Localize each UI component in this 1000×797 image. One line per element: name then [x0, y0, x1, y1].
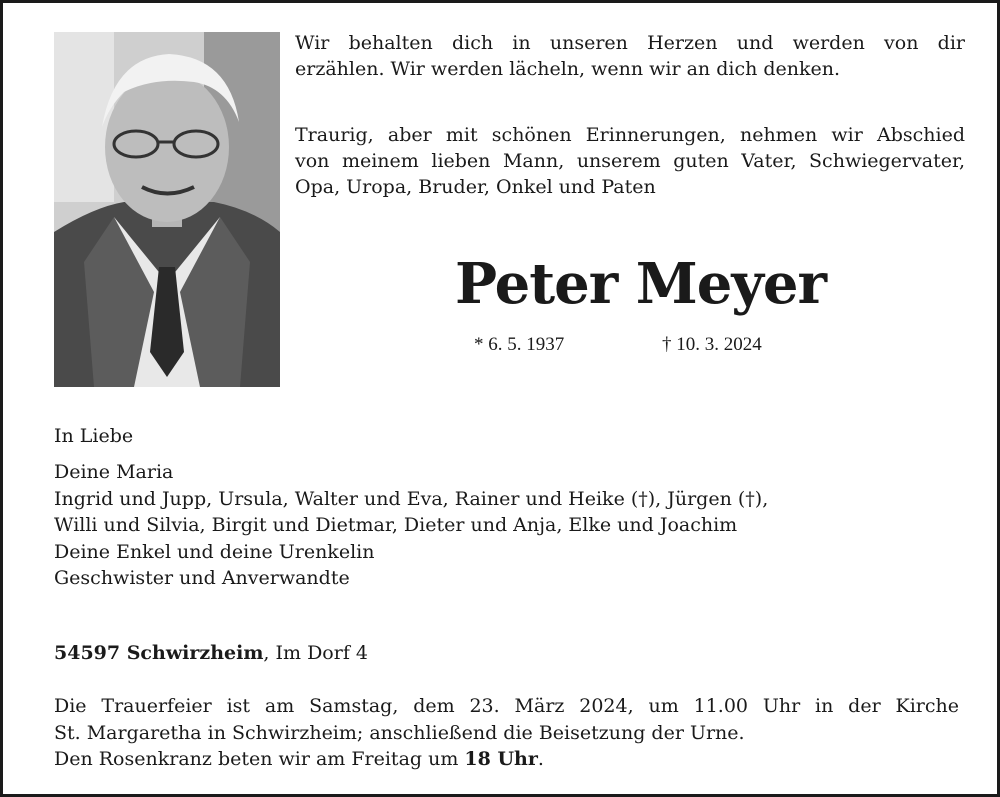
address-postal-town: 54597 Schwirzheim [54, 642, 264, 664]
deceased-name-heading [295, 248, 1000, 320]
mourners-list [54, 459, 954, 592]
funeral-service-info [54, 693, 959, 773]
service-line: Die Trauerfeier ist am Samstag, dem 23. März 2024, um 11.00 Uhr in der Kirche [54, 695, 959, 717]
mourner-line: Deine Enkel und deine Urenkelin [54, 540, 375, 563]
mourner-line: Geschwister und Anverwandte [54, 567, 350, 589]
rosary-time: 18 Uhr [464, 748, 538, 770]
intro-line: Traurig, aber mit schönen Erinnerungen, nehmen wir Abschied [295, 124, 965, 146]
intro-line: Opa, Uropa, Bruder, Onkel und Paten [295, 176, 656, 198]
birth-date: * 6. 5. 1937 [474, 334, 565, 355]
rosary-text: Den Rosenkranz beten wir am Freitag um [54, 748, 465, 770]
mourner-line: Deine Maria [54, 461, 174, 483]
signoff: In Liebe [54, 425, 134, 447]
memorial-quote [295, 30, 965, 82]
family-address [54, 640, 368, 666]
rosary-suffix: . [537, 748, 544, 770]
address-street: , Im Dorf 4 [263, 642, 368, 664]
service-line: St. Margaretha in Schwirzheim; anschließend die Beisetzung der Urne. [54, 721, 745, 744]
quote-line: erzählen. Wir werden lächeln, wenn wir an dich denken. [295, 58, 841, 80]
intro-line: von meinem lieben Mann, unserem guten Vater, Schwiegervater, [295, 150, 965, 172]
mourning-intro [295, 122, 965, 200]
mourner-line: Ingrid und Jupp, Ursula, Walter und Eva, Rainer und Heike (†), Jürgen (†), [54, 487, 769, 510]
portrait-photo [54, 32, 280, 387]
quote-line: Wir behalten dich in unseren Herzen und werden von dir [295, 32, 965, 54]
service-line-rosary [54, 746, 959, 773]
portrait-illustration [54, 32, 280, 387]
mourner-line: Willi und Silvia, Birgit und Dietmar, Dieter und Anja, Elke und Joachim [54, 514, 738, 536]
deceased-name: Peter Meyer [455, 251, 827, 317]
death-date: † 10. 3. 2024 [662, 334, 762, 355]
